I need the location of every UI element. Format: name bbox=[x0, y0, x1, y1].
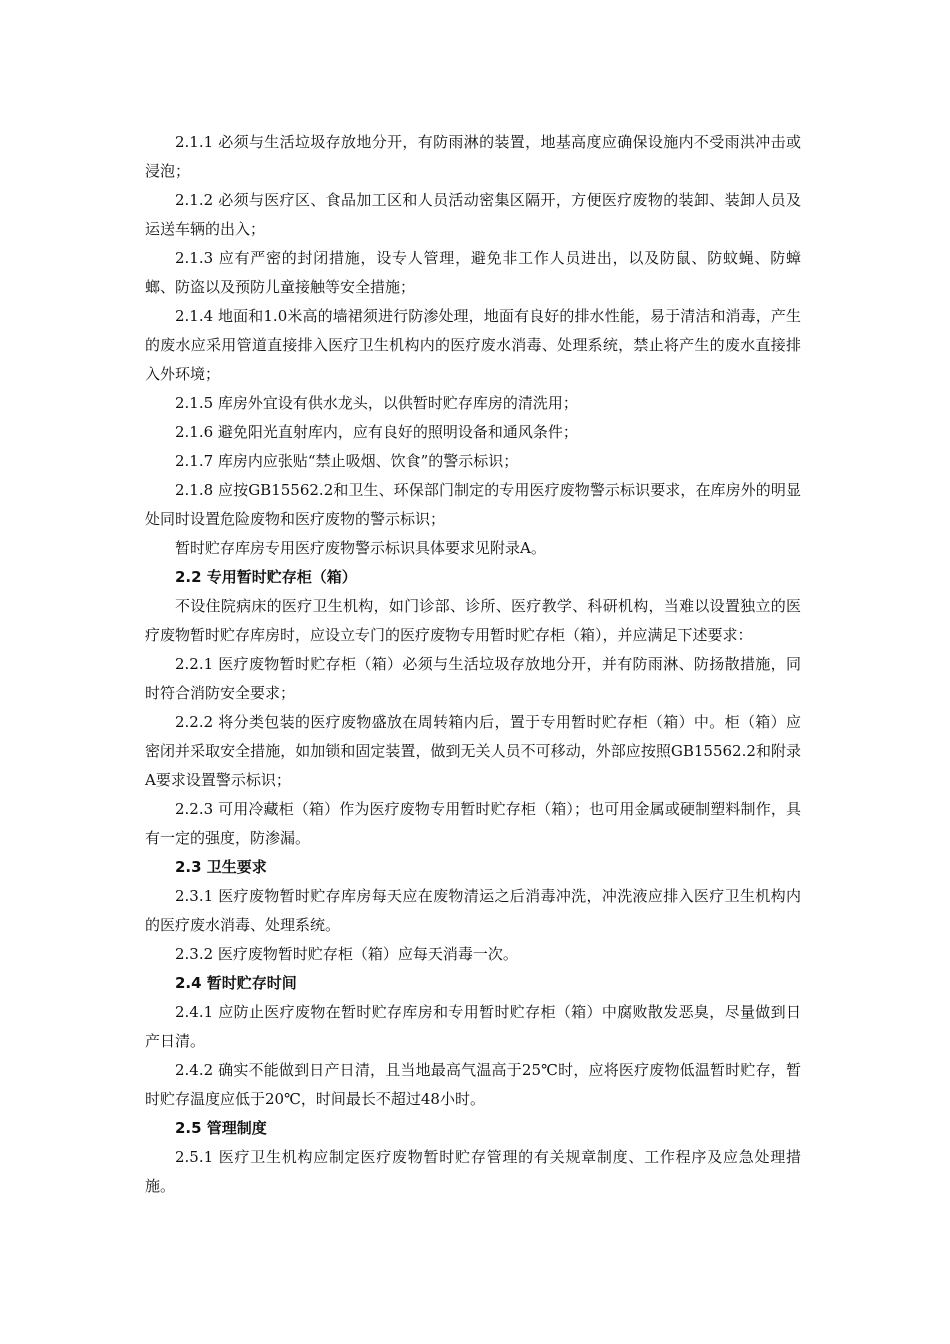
clause-2-2-1: 2.2.1 医疗废物暂时贮存柜（箱）必须与生活垃圾存放地分开，并有防雨淋、防扬散措施，同时符合消防安全要求； bbox=[145, 655, 801, 702]
clause-2-1-7: 2.1.7 库房内应张贴“禁止吸烟、饮食”的警示标识； bbox=[175, 452, 519, 470]
clause-2-2-2: 2.2.2 将分类包装的医疗废物盛放在周转箱内后，置于专用暂时贮存柜（箱）中。柜（箱）应密闭并采取安全措施，如加锁和固定装置，做到无关人员不可移动，外部应按照GB15562.2和附录A要求设置警示标识； bbox=[145, 713, 801, 789]
clause-2-1-5: 2.1.5 库房外宜设有供水龙头，以供暂时贮存库房的清洗用； bbox=[175, 394, 578, 412]
clause-2-1-6: 2.1.6 避免阳光直射库内，应有良好的照明设备和通风条件； bbox=[175, 423, 578, 441]
clause-2-4-2: 2.4.2 确实不能做到日产日清，且当地最高气温高于25℃时，应将医疗废物低温暂时贮存，暂时贮存温度应低于20℃，时间最长不超过48小时。 bbox=[145, 1061, 801, 1108]
document-page bbox=[145, 128, 801, 1201]
clause-2-5-1: 2.5.1 医疗卫生机构应制定医疗废物暂时贮存管理的有关规章制度、工作程序及应急处理措施。 bbox=[145, 1148, 801, 1195]
section-2-2-intro: 不设住院病床的医疗卫生机构，如门诊部、诊所、医疗教学、科研机构，当难以设置独立的医疗废物暂时贮存库房时，应设立专门的医疗废物专用暂时贮存柜（箱），并应满足下述要求： bbox=[145, 597, 801, 644]
clause-2-1-1: 2.1.1 必须与生活垃圾存放地分开，有防雨淋的装置，地基高度应确保设施内不受雨洪冲击或浸泡； bbox=[145, 133, 801, 180]
clause-2-1-2: 2.1.2 必须与医疗区、食品加工区和人员活动密集区隔开，方便医疗废物的装卸、装卸人员及运送车辆的出入； bbox=[145, 191, 801, 238]
appendix-note: 暂时贮存库房专用医疗废物警示标识具体要求见附录A。 bbox=[175, 539, 546, 557]
clause-2-1-8: 2.1.8 应按GB15562.2和卫生、环保部门制定的专用医疗废物警示标识要求，在库房外的明显处同时设置危险废物和医疗废物的警示标识； bbox=[145, 481, 801, 528]
clause-2-1-4: 2.1.4 地面和1.0米高的墙裙须进行防渗处理，地面有良好的排水性能，易于清洁和消毒，产生的废水应采用管道直接排入医疗卫生机构内的医疗废水消毒、处理系统，禁止将产生的废水直接排入外环境； bbox=[145, 307, 801, 383]
clause-2-4-1: 2.4.1 应防止医疗废物在暂时贮存库房和专用暂时贮存柜（箱）中腐败散发恶臭，尽量做到日产日清。 bbox=[145, 1003, 801, 1050]
section-heading-2-4: 2.4 暂时贮存时间 bbox=[175, 974, 297, 992]
clause-2-3-2: 2.3.2 医疗废物暂时贮存柜（箱）应每天消毒一次。 bbox=[175, 945, 518, 963]
clause-2-3-1: 2.3.1 医疗废物暂时贮存库房每天应在废物清运之后消毒冲洗，冲洗液应排入医疗卫生机构内的医疗废水消毒、处理系统。 bbox=[145, 887, 801, 934]
clause-2-2-3: 2.2.3 可用冷藏柜（箱）作为医疗废物专用暂时贮存柜（箱）；也可用金属或硬制塑料制作，具有一定的强度，防渗漏。 bbox=[145, 800, 801, 847]
section-heading-2-3: 2.3 卫生要求 bbox=[175, 858, 267, 876]
section-heading-2-2: 2.2 专用暂时贮存柜（箱） bbox=[175, 568, 357, 586]
clause-2-1-3: 2.1.3 应有严密的封闭措施，设专人管理，避免非工作人员进出，以及防鼠、防蚊蝇、防蟑螂、防盗以及预防儿童接触等安全措施； bbox=[145, 249, 801, 296]
section-heading-2-5: 2.5 管理制度 bbox=[175, 1119, 267, 1137]
